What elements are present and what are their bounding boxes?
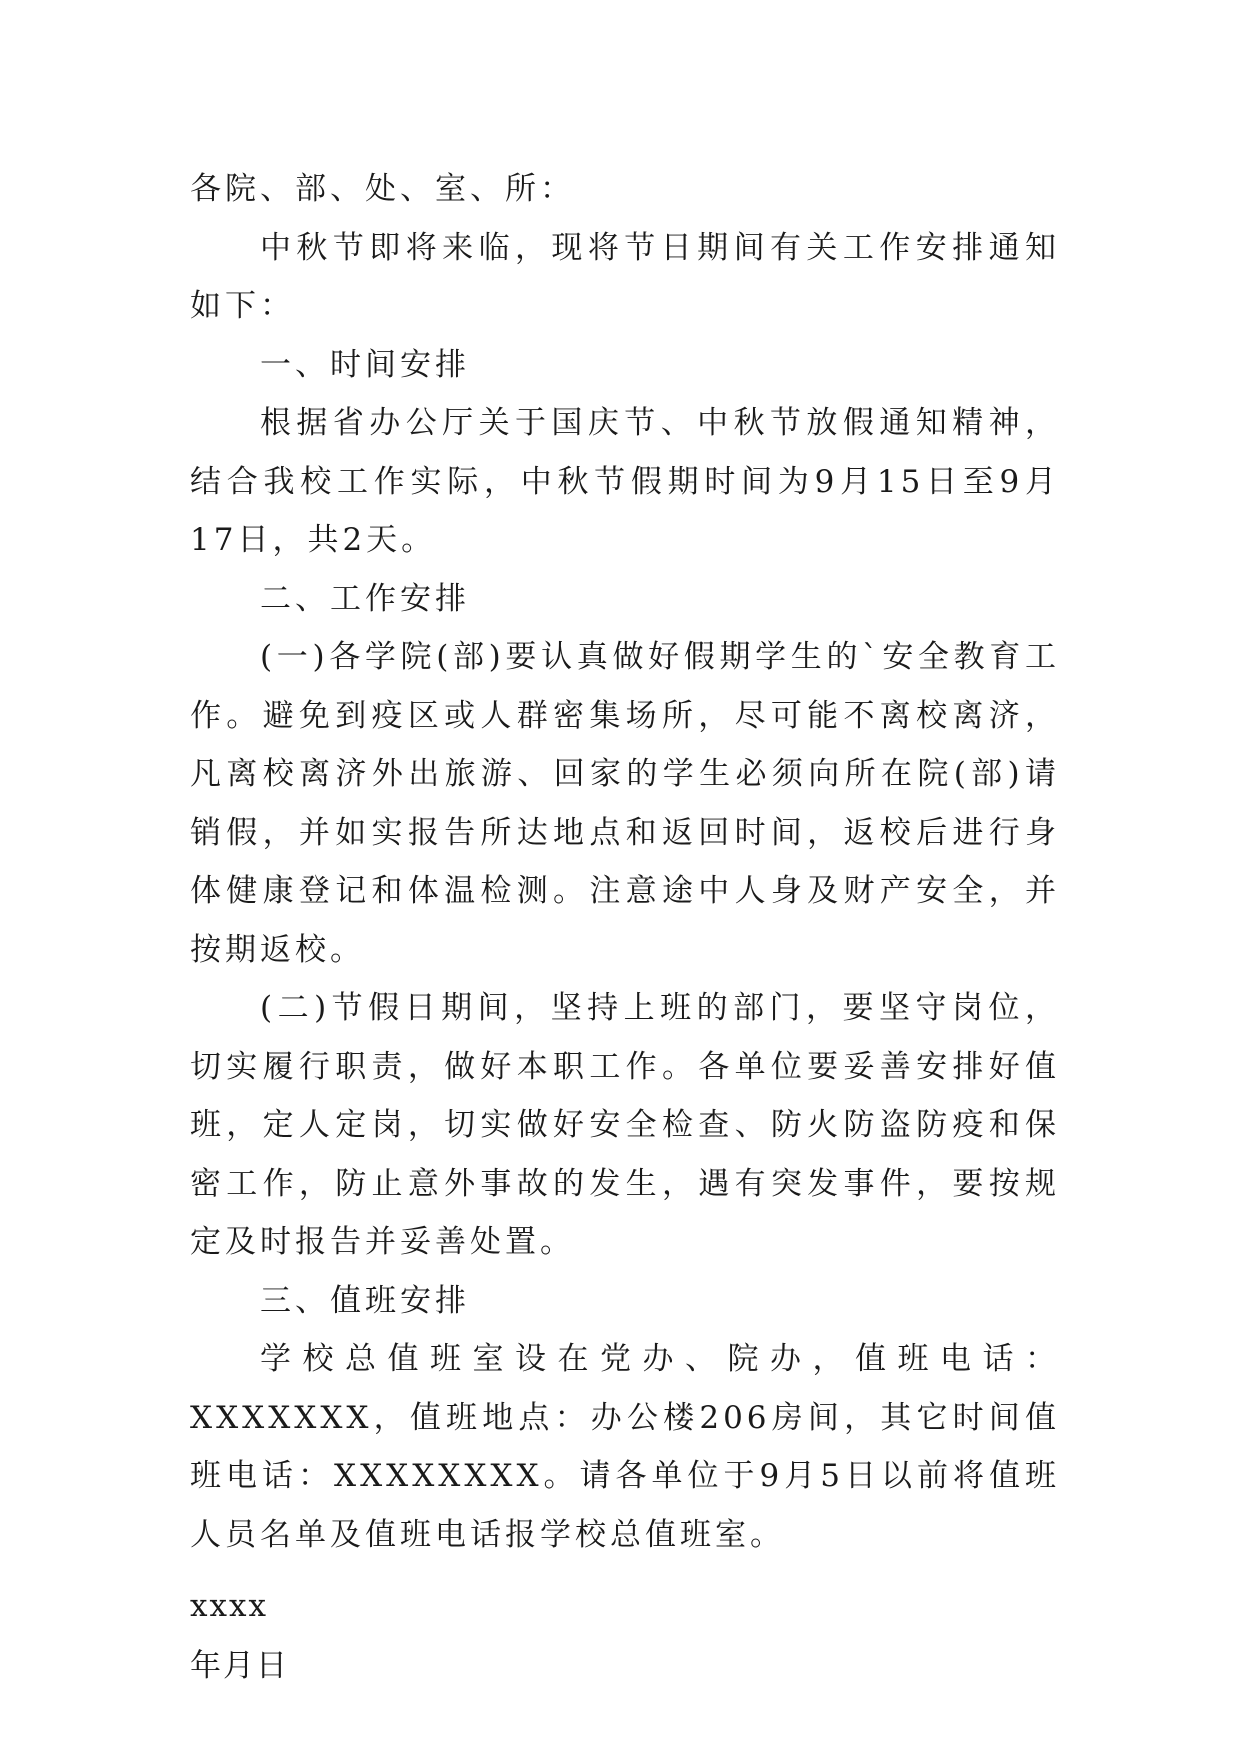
section-2-item-2: (二)节假日期间，坚持上班的部门，要坚守岗位，切实履行职责，做好本职工作。各单位要妥善安排好值班，定人定岗，切实做好安全检查、防火防盗防疫和保密工作，防止意外事故的发生，遇有突发事件，要按规定及时报告并妥善处置。 <box>190 990 1060 1260</box>
section-3-heading: 三、值班安排 <box>260 1282 470 1319</box>
section-2-heading: 二、工作安排 <box>260 580 470 617</box>
salutation: 各院、部、处、室、所： <box>190 171 575 207</box>
section-1-heading: 一、时间安排 <box>260 346 470 383</box>
section-3-body: 学校总值班室设在党办、院办，值班电话：XXXXXXX，值班地点：办公楼206房间，其它时间值班电话：XXXXXXXX。请各单位于9月5日以前将值班人员名单及值班电话报学校总值班室。 <box>190 1341 1060 1553</box>
document-body <box>190 160 1060 1696</box>
intro-paragraph: 中秋节即将来临，现将节日期间有关工作安排通知如下： <box>190 229 1060 324</box>
signature: xxxx <box>190 1588 268 1624</box>
date-line: 年月日 <box>190 1648 289 1684</box>
section-2-item-1: (一)各学院(部)要认真做好假期学生的`安全教育工作。避免到疫区或人群密集场所，尽可能不离校离济，凡离校离济外出旅游、回家的学生必须向所在院(部)请销假，并如实报告所达地点和返回时间，返校后进行身体健康登记和体温检测。注意途中人身及财产安全，并按期返校。 <box>190 639 1060 968</box>
section-1-body: 根据省办公厅关于国庆节、中秋节放假通知精神，结合我校工作实际，中秋节假期时间为9月15日至9月17日，共2天。 <box>190 405 1060 558</box>
